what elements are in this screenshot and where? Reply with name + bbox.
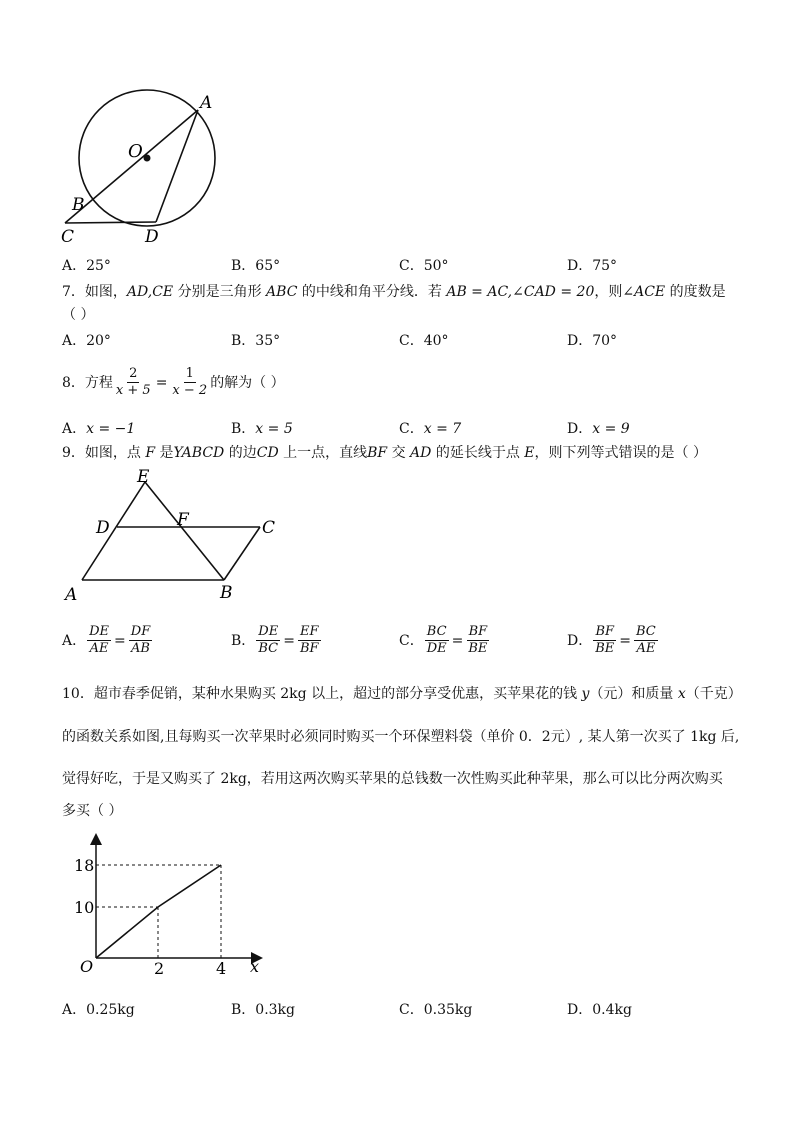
q9-math-6: E <box>524 445 535 461</box>
numerator: BF <box>468 624 488 639</box>
denominator: AB <box>131 641 150 656</box>
q10-line-1b: （元）和质量 <box>589 686 678 702</box>
label-d: D <box>145 227 159 247</box>
y-tick-18: 18 <box>74 856 95 875</box>
q8-suffix: 的解为（ ） <box>210 374 285 391</box>
q9-text-6: 的延长线于点 <box>431 445 525 461</box>
label-c: C <box>262 518 276 538</box>
q10-var-x: x <box>677 686 686 702</box>
q6-circle-figure <box>55 88 235 248</box>
q9-text-7: ，则下列等式错误的是（ ） <box>534 445 707 461</box>
q8-option-b[interactable] <box>231 419 293 439</box>
q9-option-b[interactable] <box>231 624 322 657</box>
q7-text-5: 的度数是 <box>665 284 726 300</box>
q8-option-b-label: B． <box>231 421 256 437</box>
x-tick-4: 4 <box>216 959 227 978</box>
q8-frac2-numerator: 1 <box>185 366 194 381</box>
q9-math-4: BF <box>367 445 388 461</box>
segment-eb <box>145 482 224 580</box>
q7-stem <box>62 282 726 302</box>
q9-text-5: 交 <box>387 445 411 461</box>
q9-option-b-frac-right <box>298 624 321 657</box>
label-o: O <box>128 141 143 162</box>
x-axis-label: x <box>250 957 260 976</box>
q7-math-3: AB = AC,∠CAD = 20 <box>446 284 595 300</box>
equals-sign: = <box>283 632 295 649</box>
denominator: BE <box>595 641 615 656</box>
q7-text-1: 7．如图， <box>62 284 127 300</box>
x-tick-2: 2 <box>154 959 165 978</box>
q9-option-a[interactable] <box>62 624 153 657</box>
q9-option-b-frac-left <box>256 624 280 657</box>
q10-line-4: 多买（ ） <box>62 803 123 819</box>
q8-option-a-value: x = −1 <box>86 421 136 437</box>
q9-option-a-label: A． <box>62 632 87 649</box>
q8-frac2-denominator: x − 2 <box>172 383 208 398</box>
q7-option-a[interactable]: A．20° <box>62 333 111 349</box>
q6-option-a[interactable]: A．25° <box>62 258 111 274</box>
q8-stem <box>62 366 285 399</box>
q7-option-d[interactable]: D．70° <box>567 333 618 349</box>
q9-option-d-frac-left <box>593 624 616 657</box>
q8-option-b-value: x = 5 <box>255 421 293 437</box>
q8-option-d[interactable] <box>567 419 630 439</box>
q10-line-3: 觉得好吃，于是又购买了 2kg，若用这两次购买苹果的总钱数一次性购买此种苹果，那么可以比分两次购买 <box>62 771 723 787</box>
q9-option-c-label: C． <box>399 632 424 649</box>
denominator: AE <box>636 641 656 656</box>
denominator: AE <box>89 641 109 656</box>
label-a: A <box>200 93 213 113</box>
denominator: DE <box>426 641 447 656</box>
q9-math-3: CD <box>256 445 279 461</box>
q9-math-1: F <box>145 445 156 461</box>
q9-math-2: YABCD <box>173 445 225 461</box>
q7-text-4: ，则 <box>594 284 623 300</box>
label-b: B <box>72 195 85 215</box>
numerator: BF <box>595 624 615 639</box>
segment-ae <box>82 482 145 580</box>
q9-option-a-frac-right <box>129 624 152 657</box>
q7-text-2: 分别是三角形 <box>173 284 267 300</box>
q10-line-1a: 10．超市春季促销，某种水果购买 2kg 以上，超过的部分享受优惠，买苹果花的钱 <box>62 686 582 702</box>
label-a: A <box>65 585 78 605</box>
q9-option-b-label: B． <box>231 632 256 649</box>
q10-var-y: y <box>581 686 590 702</box>
q9-option-c-frac-left <box>425 624 449 657</box>
q9-option-a-frac-left <box>87 624 111 657</box>
label-c: C <box>61 227 75 247</box>
q9-text-2: 是 <box>155 445 174 461</box>
numerator: DE <box>89 624 110 639</box>
q7-math-1: AD,CE <box>126 284 174 300</box>
q9-math-5: AD <box>410 445 432 461</box>
numerator: BC <box>426 624 447 639</box>
q8-prefix: 8．方程 <box>62 374 113 391</box>
q10-line-2: 的函数关系如图,且每购买一次苹果时必须同时购买一个环保塑料袋（单价 0．2元）, 某人第一次买了 1kg 后, <box>62 729 740 745</box>
q9-parallelogram-figure <box>62 468 292 608</box>
denominator: BF <box>299 641 319 656</box>
q8-fraction-1 <box>114 366 153 399</box>
q6-option-d[interactable]: D．75° <box>567 258 618 274</box>
label-d: D <box>96 518 110 538</box>
q10-option-a[interactable]: A．0.25kg <box>62 1002 135 1018</box>
q10-option-d[interactable]: D．0.4kg <box>567 1002 632 1018</box>
q8-option-d-value: x = 9 <box>592 421 630 437</box>
center-point-o <box>144 155 151 162</box>
numerator: EF <box>299 624 319 639</box>
q7-answer-paren: （ ） <box>62 307 95 323</box>
equals-sign: = <box>114 632 126 649</box>
q10-function-graph <box>60 828 270 978</box>
q9-option-c-frac-right <box>466 624 489 657</box>
q7-math-4: ∠ACE <box>622 284 666 300</box>
equals-sign: = <box>619 632 632 649</box>
q7-text-3: 的中线和角平分线．若 <box>297 284 447 300</box>
q9-text-1: 9．如图，点 <box>62 445 146 461</box>
label-f: F <box>177 510 189 530</box>
numerator: DE <box>258 624 279 639</box>
q8-option-a[interactable] <box>62 419 135 439</box>
q8-equals: = <box>155 374 168 391</box>
q8-option-d-label: D． <box>567 421 593 437</box>
q9-text-4: 上一点，直线 <box>278 445 368 461</box>
q9-text-3: 的边 <box>224 445 257 461</box>
q8-frac1-denominator: x + 5 <box>115 383 151 398</box>
q8-frac1-numerator: 2 <box>129 366 138 381</box>
q8-option-c[interactable] <box>399 419 461 439</box>
q9-option-d[interactable] <box>567 624 659 657</box>
denominator: BC <box>258 641 279 656</box>
q6-option-c[interactable]: C．50° <box>399 258 449 274</box>
q9-option-c[interactable] <box>399 624 490 657</box>
q7-option-c[interactable]: C．40° <box>399 333 449 349</box>
denominator: BE <box>468 641 488 656</box>
q7-math-2: ABC <box>266 284 298 300</box>
label-e: E <box>137 468 150 487</box>
q8-option-c-value: x = 7 <box>423 421 462 437</box>
q9-option-d-frac-right <box>634 624 658 657</box>
y-tick-10: 10 <box>74 898 95 917</box>
numerator: DF <box>130 624 151 639</box>
segment-ca <box>65 110 198 223</box>
label-b: B <box>220 583 233 603</box>
q8-option-a-label: A． <box>62 421 87 437</box>
q9-option-d-label: D． <box>567 632 593 649</box>
q10-line-1c: （千克） <box>685 686 742 702</box>
origin-label: O <box>80 957 94 976</box>
numerator: BC <box>636 624 656 639</box>
q10-line-1 <box>62 684 742 704</box>
equals-sign: = <box>451 632 464 649</box>
segment-cd <box>65 222 156 223</box>
q8-option-c-label: C． <box>399 421 424 437</box>
q10-option-c[interactable]: C．0.35kg <box>399 1002 473 1018</box>
q8-fraction-2 <box>170 366 209 399</box>
q7-option-b[interactable]: B．35° <box>231 333 281 349</box>
q9-stem <box>62 443 707 463</box>
q6-option-b[interactable]: B．65° <box>231 258 281 274</box>
segment-cb <box>224 527 260 580</box>
q10-option-b[interactable]: B．0.3kg <box>231 1002 295 1018</box>
